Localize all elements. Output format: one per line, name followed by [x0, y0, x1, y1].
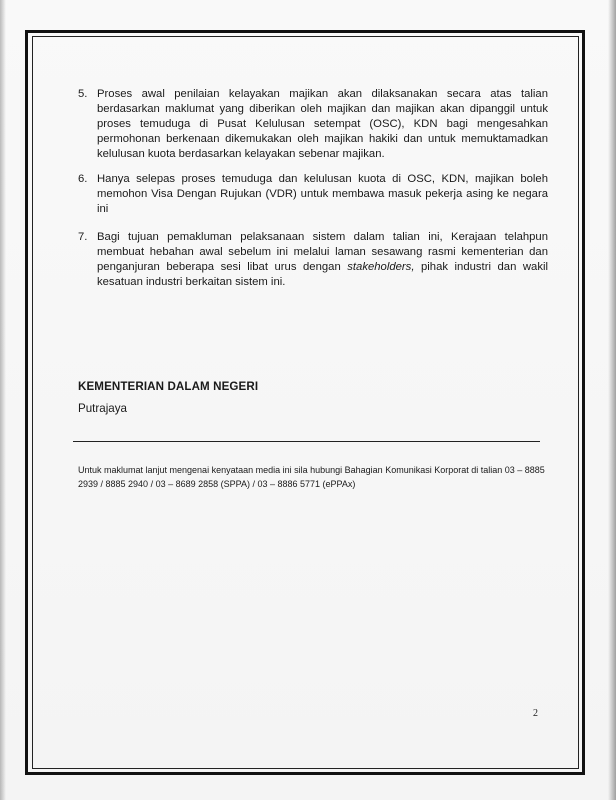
paragraph-number: 5. [78, 88, 88, 100]
numbered-paragraph-7 [78, 230, 548, 290]
paragraph-text-part: pihak industri dan wakil kesatuan industri berkaitan sistem ini. [97, 261, 548, 288]
page-number: 2 [533, 708, 538, 719]
paragraph-number: 7. [78, 231, 88, 243]
paragraph-number: 6. [78, 173, 88, 185]
signature-location: Putrajaya [78, 402, 127, 415]
page-edge-shadow-left [0, 0, 6, 800]
page-edge-shadow-right [608, 0, 616, 800]
footer-divider [73, 441, 540, 442]
numbered-paragraph-5 [78, 87, 548, 162]
contact-note: Untuk maklumat lanjut mengenai kenyataan media ini sila hubungi Bahagian Komunikasi Korporat di talian 03 – 8885 2939 / 8885 2940 / 03 – 8689 2858 (SPPA) / 03 – 8886 5771 (ePPAx) [78, 465, 545, 489]
paragraph-text: Hanya selepas proses temuduga dan kelulusan kuota di OSC, KDN, majikan boleh memohon Visa Dengan Rujukan (VDR) untuk membawa masuk pekerja asing ke negara ini [97, 173, 548, 215]
paragraph-text-italic: stakeholders, [347, 261, 415, 273]
signature-organization: KEMENTERIAN DALAM NEGERI [78, 380, 259, 393]
paragraph-text-part: Bagi tujuan pemakluman pelaksanaan sistem dalam talian ini, Kerajaan telahpun membuat hebahan awal sebelum ini melalui laman sesawang rasmi kementerian dan penganjuran beberapa sesi libat urus dengan [97, 231, 548, 273]
numbered-paragraph-6 [78, 172, 548, 217]
paragraph-text: Proses awal penilaian kelayakan majikan akan dilaksanakan secara atas talian berdasarkan maklumat yang diberikan oleh majikan dan majikan akan dipanggil untuk proses temuduga di Pusat Kelulusan setempat (OSC), KDN bagi mengesahkan permohonan berkenaan dikemukakan oleh majikan hakiki dan untuk memuktamadkan kelulusan kuota berdasarkan kelayakan sebenar majikan. [97, 88, 548, 160]
paragraph-text [97, 230, 548, 290]
